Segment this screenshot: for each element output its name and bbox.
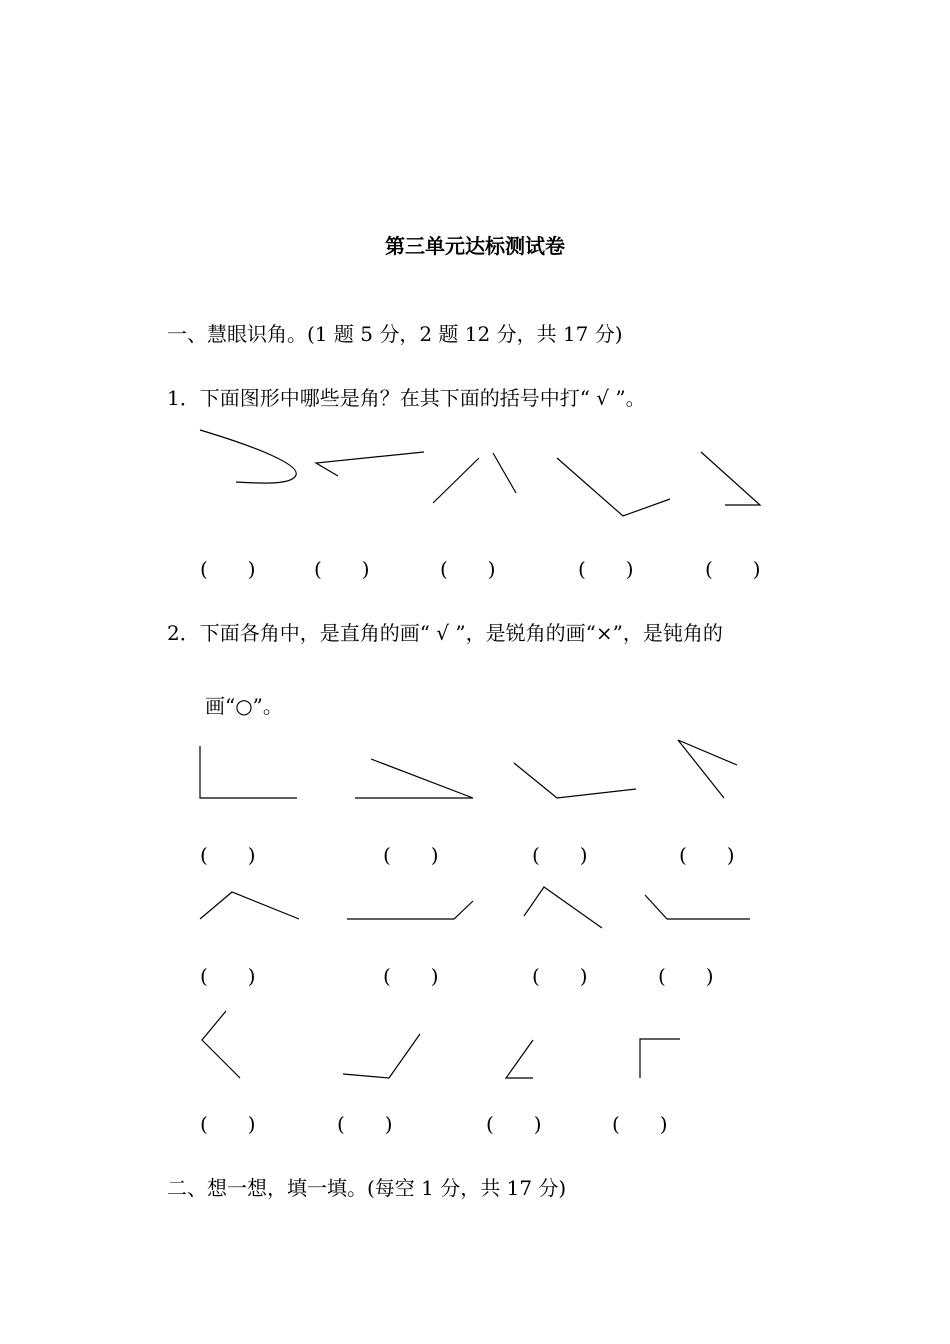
answer-blank[interactable]: ( ) [612, 1112, 668, 1136]
answer-blank[interactable]: ( ) [679, 843, 735, 867]
q2-angle-9 [202, 1011, 240, 1078]
answer-blank[interactable]: ( ) [383, 964, 439, 988]
answer-blank[interactable]: ( ) [440, 557, 496, 581]
answer-blank[interactable]: ( ) [486, 1112, 542, 1136]
q2-angle-11 [506, 1040, 533, 1078]
q2-angle-10 [343, 1034, 420, 1078]
answer-blank[interactable]: ( ) [314, 557, 370, 581]
q2-angle-1 [200, 746, 297, 798]
q2-angle-2 [355, 759, 473, 798]
answer-blank[interactable]: ( ) [200, 843, 256, 867]
answer-blank[interactable]: ( ) [200, 557, 256, 581]
q2-angle-12 [640, 1039, 680, 1078]
answer-blank[interactable]: ( ) [705, 557, 761, 581]
answer-blank[interactable]: ( ) [200, 964, 256, 988]
question-1-text: 1．下面图形中哪些是角？在其下面的括号中打“ √ ”。 [167, 386, 646, 410]
section2-heading: 二、想一想，填一填。(每空 1 分，共 17 分) [167, 1176, 567, 1200]
section1-heading: 一、慧眼识角。(1 题 5 分，2 题 12 分，共 17 分) [167, 322, 623, 346]
answer-blank[interactable]: ( ) [578, 557, 634, 581]
q2-angle-3 [514, 763, 636, 798]
q2-angle-4 [678, 740, 737, 798]
answer-blank[interactable]: ( ) [532, 843, 588, 867]
q2-angle-6 [347, 901, 473, 919]
q2-angle-7 [524, 887, 602, 928]
answer-blank[interactable]: ( ) [200, 1112, 256, 1136]
answer-blank[interactable]: ( ) [532, 964, 588, 988]
question-2-text-line2: 画“○”。 [205, 694, 283, 718]
question-2-text-line1: 2．下面各角中，是直角的画“ √ ”，是锐角的画“×”，是钝角的 [167, 621, 723, 645]
q2-angle-8 [645, 895, 750, 919]
answer-blank[interactable]: ( ) [383, 843, 439, 867]
page-title: 第三单元达标测试卷 [385, 234, 565, 258]
q2-angle-5 [200, 892, 299, 919]
answer-blank[interactable]: ( ) [337, 1112, 393, 1136]
answer-blank[interactable]: ( ) [658, 964, 714, 988]
